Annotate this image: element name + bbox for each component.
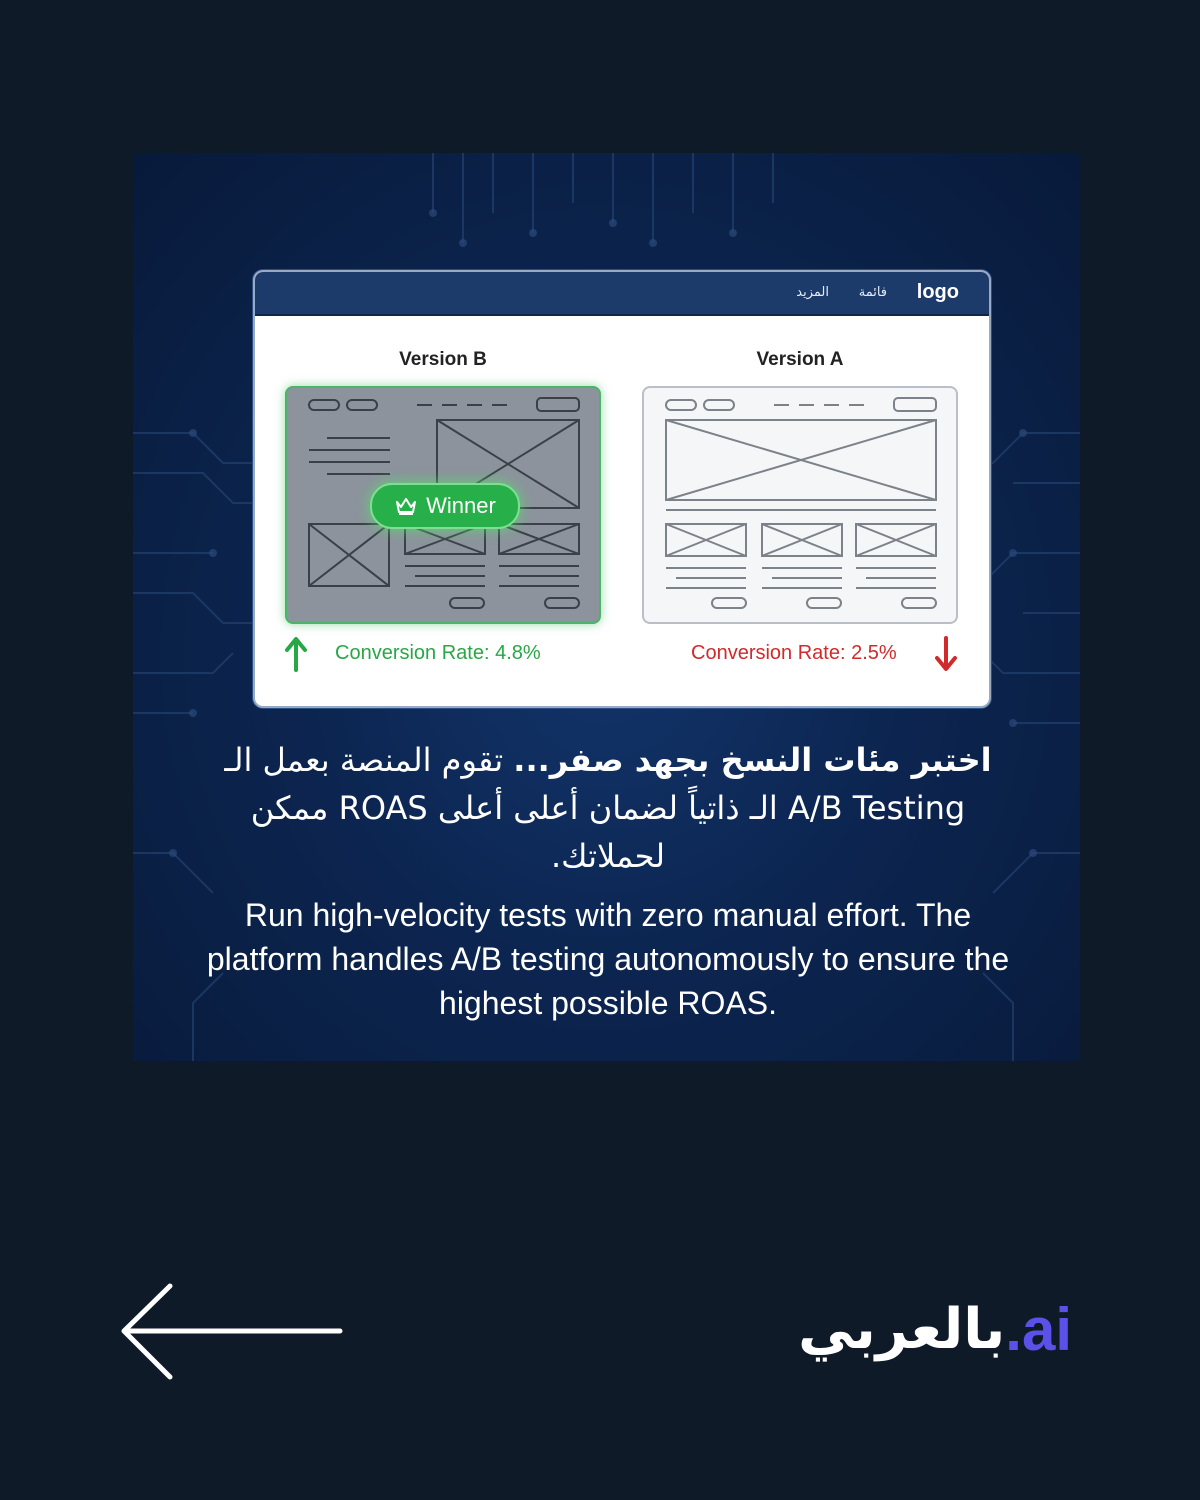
version-a-label: Version A — [756, 349, 844, 370]
version-b-label: Version B — [399, 349, 487, 370]
arabic-headline — [193, 736, 1023, 880]
back-arrow-icon[interactable] — [118, 1282, 344, 1382]
browser-header — [255, 272, 989, 316]
promo-card — [133, 153, 1080, 1061]
logo-text: logo — [916, 281, 959, 303]
arabic-headline-bold: اختبر مئات النسخ بجهد صفر... — [513, 741, 992, 779]
winner-badge — [370, 483, 520, 529]
brand-arabic: بالعربي — [798, 1297, 1006, 1362]
brand-logo — [798, 1295, 1072, 1365]
conversion-rate-b: Conversion Rate: 4.8% — [335, 642, 541, 664]
winner-label: Winner — [426, 493, 496, 518]
arrow-down-icon — [935, 636, 957, 672]
english-description: Run high-velocity tests with zero manual effort. The platform handles A/B testing autonomously to ensure the highest possible ROAS. — [206, 897, 1010, 1021]
arrow-up-icon — [285, 636, 307, 672]
conversion-rate-a: Conversion Rate: 2.5% — [691, 642, 897, 664]
crown-icon — [394, 496, 418, 516]
version-a-wireframe — [642, 386, 958, 624]
brand-suffix: .ai — [1005, 1296, 1072, 1363]
arabic-headline-rest: تقوم المنصة بعمل الـ A/B Testing الـ ذاتياً لضمان أعلى أعلى ROAS ممكن لحملاتك. — [224, 741, 966, 875]
menu-item-list[interactable]: فائمة — [858, 285, 887, 300]
browser-mockup — [253, 270, 991, 708]
menu-item-more[interactable]: المزيد — [796, 285, 829, 300]
